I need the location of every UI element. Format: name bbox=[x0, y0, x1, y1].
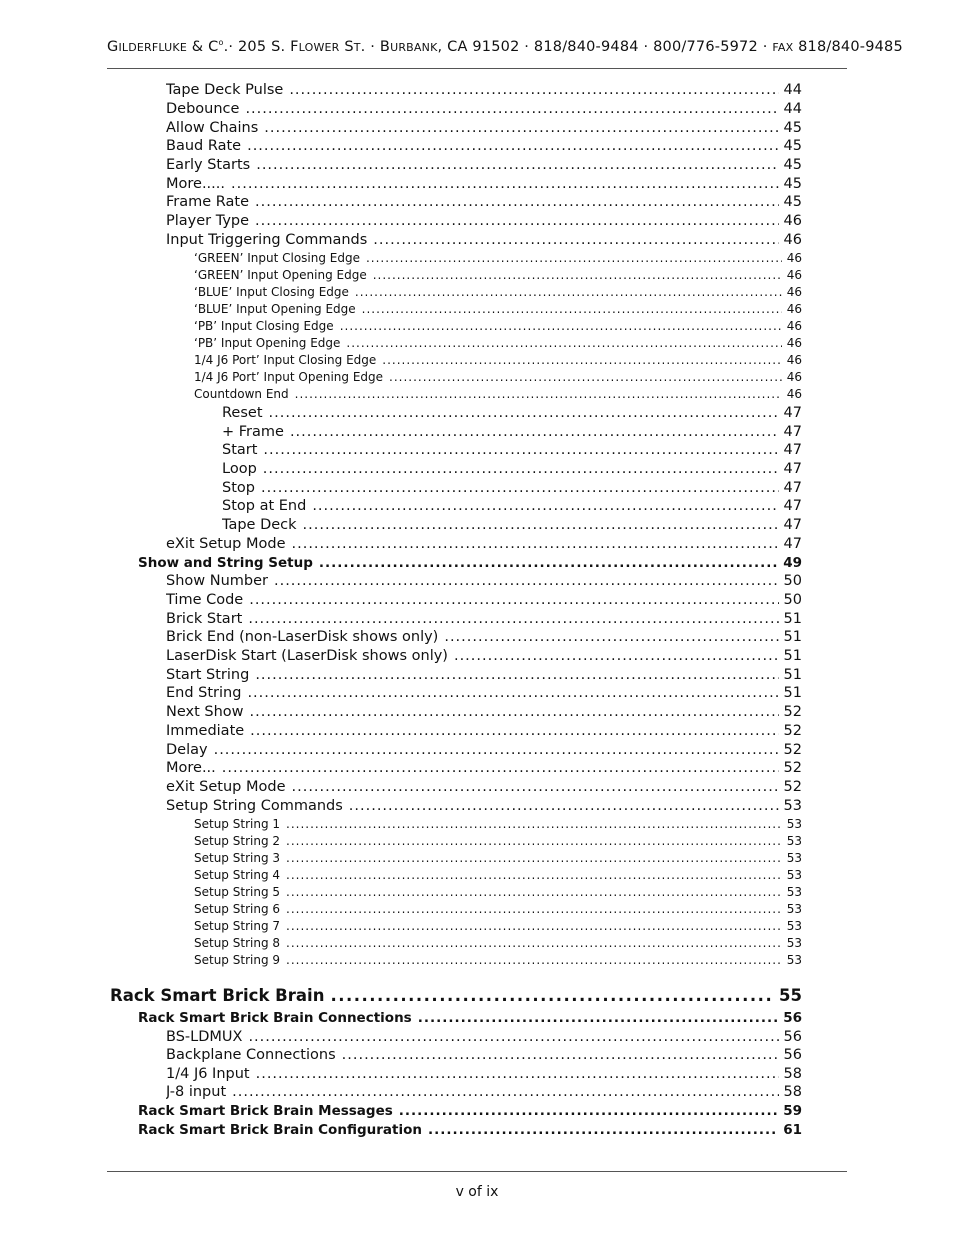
toc-entry-title: Time Code bbox=[166, 592, 244, 608]
toc-entry[interactable] bbox=[222, 441, 802, 460]
toc-entry[interactable] bbox=[194, 867, 802, 884]
toc-dot-leader bbox=[362, 301, 782, 318]
toc-entry[interactable] bbox=[166, 647, 802, 666]
toc-entry-page: 53 bbox=[786, 834, 802, 848]
toc-entry[interactable] bbox=[194, 918, 802, 935]
toc-entry-page: 58 bbox=[783, 1066, 802, 1082]
toc-dot-leader bbox=[249, 591, 778, 610]
toc-entry[interactable] bbox=[166, 156, 802, 175]
header-dot-sep: . · bbox=[360, 38, 380, 55]
header-company-cap: G bbox=[107, 38, 119, 55]
toc-entry-title: Brick Start bbox=[166, 611, 243, 627]
toc-entry-page: 56 bbox=[783, 1047, 802, 1063]
toc-dot-leader bbox=[222, 759, 779, 778]
toc-entry[interactable] bbox=[166, 81, 802, 100]
toc-entry[interactable] bbox=[166, 100, 802, 119]
toc-entry[interactable] bbox=[166, 1046, 802, 1065]
toc-entry-title: Setup String 9 bbox=[194, 953, 281, 967]
toc-dot-leader bbox=[290, 423, 779, 442]
toc-entry-title: + Frame bbox=[222, 424, 284, 440]
toc-entry-page: 47 bbox=[783, 461, 802, 477]
toc-entry-page: 61 bbox=[783, 1122, 802, 1138]
toc-dot-leader bbox=[292, 535, 779, 554]
toc-dot-leader bbox=[232, 1083, 778, 1102]
toc-entry-title: Setup String 7 bbox=[194, 919, 281, 933]
header-sup: o bbox=[218, 38, 224, 47]
toc-entry-title: Rack Smart Brick Brain Messages bbox=[138, 1103, 393, 1119]
toc-entry-title: BS-LDMUX bbox=[166, 1029, 243, 1045]
toc-entry-title: Delay bbox=[166, 742, 208, 758]
toc-dot-leader bbox=[214, 741, 779, 760]
toc-entry-page: 45 bbox=[783, 176, 802, 192]
toc-dot-leader bbox=[286, 816, 782, 833]
toc-entry-title: Show and String Setup bbox=[138, 555, 313, 571]
toc-entry-page: 50 bbox=[783, 573, 802, 589]
toc-dot-leader bbox=[286, 935, 782, 952]
toc-dot-leader bbox=[286, 901, 782, 918]
header-flower-rest: LOWER bbox=[298, 40, 340, 54]
toc-entry-title: ‘BLUE’ Input Closing Edge bbox=[194, 285, 349, 299]
toc-entry-page: 56 bbox=[783, 1029, 802, 1045]
toc-entry[interactable] bbox=[166, 535, 802, 554]
toc-entry-page: 51 bbox=[783, 629, 802, 645]
toc-entry-page: 53 bbox=[786, 902, 802, 916]
toc-entry[interactable] bbox=[194, 884, 802, 901]
toc-entry-page: 53 bbox=[786, 851, 802, 865]
toc-entry-title: Debounce bbox=[166, 101, 240, 117]
header-company-rest: ILDERFLUKE bbox=[118, 40, 187, 54]
toc-entry-title: Show Number bbox=[166, 573, 268, 589]
toc-entry-page: 47 bbox=[783, 480, 802, 496]
toc-entry[interactable] bbox=[166, 778, 802, 797]
toc-entry[interactable] bbox=[166, 119, 802, 138]
header-after-co: .· 205 S. bbox=[223, 38, 291, 55]
toc-entry-title: Setup String 4 bbox=[194, 868, 281, 882]
toc-dot-leader bbox=[269, 404, 779, 423]
toc-entry-title: Countdown End bbox=[194, 387, 289, 401]
toc-entry[interactable] bbox=[194, 284, 802, 301]
toc-entry-title: Allow Chains bbox=[166, 120, 259, 136]
toc-dot-leader bbox=[355, 284, 782, 301]
toc-dot-leader bbox=[255, 666, 778, 685]
toc-dot-leader bbox=[303, 516, 779, 535]
toc-entry[interactable] bbox=[166, 572, 802, 591]
toc-entry[interactable] bbox=[222, 497, 802, 516]
toc-entry-page: 46 bbox=[783, 213, 802, 229]
toc-entry-page: 52 bbox=[783, 723, 802, 739]
header-st-cap: S bbox=[339, 38, 354, 55]
page-number: v of ix bbox=[455, 1184, 499, 1200]
toc-entry-title: ‘BLUE’ Input Opening Edge bbox=[194, 302, 356, 316]
toc-entry[interactable] bbox=[138, 1102, 802, 1121]
toc-entry[interactable] bbox=[166, 610, 802, 629]
toc-dot-leader bbox=[250, 703, 779, 722]
toc-entry-title: Next Show bbox=[166, 704, 244, 720]
toc-entry[interactable] bbox=[194, 386, 802, 403]
toc-entry-page: 45 bbox=[783, 138, 802, 154]
toc-dot-leader bbox=[248, 610, 778, 629]
toc-entry-page: 59 bbox=[783, 1103, 802, 1119]
toc-dot-leader bbox=[289, 81, 778, 100]
toc-entry[interactable] bbox=[222, 516, 802, 535]
toc-dot-leader bbox=[399, 1102, 778, 1121]
toc-entry-page: 45 bbox=[783, 194, 802, 210]
toc-entry[interactable] bbox=[166, 797, 802, 816]
toc-entry-page: 47 bbox=[783, 498, 802, 514]
toc-entry-page: 44 bbox=[783, 101, 802, 117]
toc-entry-page: 52 bbox=[783, 704, 802, 720]
toc-dot-leader bbox=[250, 722, 778, 741]
toc-entry-title: Tape Deck Pulse bbox=[166, 82, 284, 98]
toc-entry-page: 52 bbox=[783, 742, 802, 758]
toc-entry-title: End String bbox=[166, 685, 242, 701]
toc-entry[interactable] bbox=[194, 335, 802, 352]
toc-dot-leader bbox=[264, 119, 778, 138]
footer-divider bbox=[107, 1171, 847, 1172]
toc-entry-page: 52 bbox=[783, 779, 802, 795]
toc-dot-leader bbox=[418, 1009, 778, 1028]
toc-entry-title: Start String bbox=[166, 667, 250, 683]
toc-entry-title: Stop bbox=[222, 480, 255, 496]
toc-entry-title: LaserDisk Start (LaserDisk shows only) bbox=[166, 648, 448, 664]
toc-entry[interactable] bbox=[166, 1028, 802, 1047]
toc-entry-title: J-8 input bbox=[166, 1084, 227, 1100]
toc-entry-page: 47 bbox=[783, 442, 802, 458]
toc-entry[interactable] bbox=[138, 554, 802, 573]
toc-dot-leader bbox=[286, 833, 782, 850]
toc-entry[interactable] bbox=[222, 460, 802, 479]
toc-entry-title: 1/4 J6 Input bbox=[166, 1066, 250, 1082]
toc-entry[interactable] bbox=[194, 833, 802, 850]
toc-dot-leader bbox=[245, 100, 778, 119]
toc-dot-leader bbox=[340, 318, 782, 335]
toc-dot-leader bbox=[247, 137, 778, 156]
toc-dot-leader bbox=[319, 554, 778, 573]
toc-entry-title: Backplane Connections bbox=[166, 1047, 336, 1063]
toc-entry[interactable] bbox=[194, 935, 802, 952]
toc-entry-title: ‘GREEN’ Input Closing Edge bbox=[194, 251, 360, 265]
toc-entry[interactable] bbox=[166, 137, 802, 156]
toc-entry[interactable] bbox=[194, 352, 802, 369]
toc-entry-page: 51 bbox=[783, 667, 802, 683]
toc-entry-page: 53 bbox=[786, 817, 802, 831]
toc-entry[interactable] bbox=[194, 952, 802, 969]
toc-entry[interactable] bbox=[166, 591, 802, 610]
toc-dot-leader bbox=[286, 867, 782, 884]
header-burbank-rest: URBANK bbox=[390, 40, 438, 54]
toc-entry-title: eXit Setup Mode bbox=[166, 779, 286, 795]
toc-dot-leader bbox=[330, 985, 774, 1007]
toc-entry[interactable] bbox=[166, 703, 802, 722]
toc-entry[interactable] bbox=[222, 423, 802, 442]
toc-entry-page: 53 bbox=[786, 953, 802, 967]
toc-entry[interactable] bbox=[138, 1121, 802, 1140]
toc-dot-leader bbox=[255, 212, 779, 231]
toc-dot-leader bbox=[373, 267, 782, 284]
toc-entry-title: Immediate bbox=[166, 723, 245, 739]
toc-entry[interactable] bbox=[166, 212, 802, 231]
toc-entry[interactable] bbox=[110, 985, 802, 1007]
toc-entry[interactable] bbox=[138, 1009, 802, 1028]
toc-dot-leader bbox=[286, 918, 782, 935]
header-fax-label: FAX bbox=[772, 40, 794, 54]
toc-entry-title: 1/4 J6 Port’ Input Opening Edge bbox=[194, 370, 384, 384]
toc-entry[interactable] bbox=[222, 479, 802, 498]
toc-entry-title: More... bbox=[166, 760, 216, 776]
toc-entry-page: 44 bbox=[783, 82, 802, 98]
toc-dot-leader bbox=[286, 884, 782, 901]
toc-dot-leader bbox=[263, 441, 778, 460]
toc-entry-page: 53 bbox=[786, 936, 802, 950]
toc-dot-leader bbox=[274, 572, 779, 591]
toc-dot-leader bbox=[342, 1046, 779, 1065]
toc-entry-page: 46 bbox=[786, 268, 802, 282]
toc-entry-title: Reset bbox=[222, 405, 263, 421]
toc-entry-title: Start bbox=[222, 442, 258, 458]
toc-entry[interactable] bbox=[222, 404, 802, 423]
toc-dot-leader bbox=[256, 156, 778, 175]
toc-entry-page: 53 bbox=[786, 885, 802, 899]
toc-dot-leader bbox=[444, 628, 778, 647]
toc-entry-title: ‘PB’ Input Closing Edge bbox=[194, 319, 334, 333]
header-flower-cap: F bbox=[290, 38, 299, 55]
toc-entry-page: 49 bbox=[783, 555, 802, 571]
toc-entry-title: Rack Smart Brick Brain Configuration bbox=[138, 1122, 422, 1138]
toc-dot-leader bbox=[454, 647, 779, 666]
toc-dot-leader bbox=[286, 952, 782, 969]
toc-entry-title: Setup String 5 bbox=[194, 885, 281, 899]
toc-entry[interactable] bbox=[166, 1065, 802, 1084]
header-st-rest: T bbox=[353, 40, 361, 54]
toc-entry-page: 46 bbox=[786, 370, 802, 384]
toc-entry[interactable] bbox=[166, 628, 802, 647]
toc-entry-page: 46 bbox=[786, 302, 802, 316]
toc-entry-page: 46 bbox=[783, 232, 802, 248]
toc-dot-leader bbox=[428, 1121, 778, 1140]
toc-entry[interactable] bbox=[194, 901, 802, 918]
toc-entry[interactable] bbox=[194, 850, 802, 867]
toc-entry-title: Player Type bbox=[166, 213, 250, 229]
toc-entry-page: 51 bbox=[783, 648, 802, 664]
toc-entry-title: ‘PB’ Input Opening Edge bbox=[194, 336, 341, 350]
toc-dot-leader bbox=[263, 460, 779, 479]
toc-entry-title: Baud Rate bbox=[166, 138, 242, 154]
header-burbank-cap: B bbox=[379, 38, 391, 55]
toc-entry-title: Input Triggering Commands bbox=[166, 232, 368, 248]
toc-entry[interactable] bbox=[194, 369, 802, 386]
toc-entry-title: Early Starts bbox=[166, 157, 251, 173]
toc-entry-page: 58 bbox=[783, 1084, 802, 1100]
toc-entry-title: Tape Deck bbox=[222, 517, 297, 533]
toc-entry-page: 46 bbox=[786, 353, 802, 367]
toc-entry-title: Loop bbox=[222, 461, 257, 477]
toc-entry-page: 56 bbox=[783, 1010, 802, 1026]
toc-entry[interactable] bbox=[194, 318, 802, 335]
toc-entry-page: 52 bbox=[783, 760, 802, 776]
toc-entry-title: eXit Setup Mode bbox=[166, 536, 286, 552]
header-amp: & C bbox=[187, 38, 219, 55]
toc-dot-leader bbox=[248, 1028, 778, 1047]
toc-entry-page: 46 bbox=[786, 319, 802, 333]
header-fax-number: 818/840-9485 bbox=[793, 38, 903, 55]
toc-entry-title: Frame Rate bbox=[166, 194, 250, 210]
toc-entry[interactable] bbox=[166, 666, 802, 685]
toc-entry-title: Brick End (non-LaserDisk shows only) bbox=[166, 629, 439, 645]
toc-dot-leader bbox=[255, 193, 779, 212]
toc-entry-page: 53 bbox=[786, 919, 802, 933]
toc-entry-page: 47 bbox=[783, 405, 802, 421]
toc-dot-leader bbox=[247, 684, 778, 703]
toc-entry-title: More..... bbox=[166, 176, 225, 192]
toc-entry-page: 53 bbox=[783, 798, 802, 814]
toc-entry[interactable] bbox=[166, 193, 802, 212]
toc-entry[interactable] bbox=[194, 816, 802, 833]
toc-entry-page: 47 bbox=[783, 517, 802, 533]
toc-entry-page: 47 bbox=[783, 424, 802, 440]
toc-entry-page: 46 bbox=[786, 285, 802, 299]
toc-dot-leader bbox=[312, 497, 778, 516]
toc-entry-page: 55 bbox=[779, 986, 802, 1005]
toc-entry[interactable] bbox=[166, 759, 802, 778]
toc-dot-leader bbox=[349, 797, 779, 816]
toc-entry-title: Rack Smart Brick Brain bbox=[110, 986, 325, 1005]
toc-entry-page: 50 bbox=[783, 592, 802, 608]
toc-entry-title: Setup String 6 bbox=[194, 902, 281, 916]
toc-entry[interactable] bbox=[166, 684, 802, 703]
toc-entry[interactable] bbox=[194, 267, 802, 284]
toc-entry-page: 53 bbox=[786, 868, 802, 882]
toc-entry[interactable] bbox=[166, 1083, 802, 1102]
toc-dot-leader bbox=[261, 479, 779, 498]
toc-entry-page: 45 bbox=[783, 157, 802, 173]
toc-entry-page: 46 bbox=[786, 251, 802, 265]
toc-entry[interactable] bbox=[166, 722, 802, 741]
toc-entry[interactable] bbox=[194, 301, 802, 318]
toc-entry-page: 46 bbox=[786, 336, 802, 350]
toc-dot-leader bbox=[286, 850, 782, 867]
toc-entry-title: Setup String 8 bbox=[194, 936, 281, 950]
toc-dot-leader bbox=[389, 369, 782, 386]
toc-entry-title: 1/4 J6 Port’ Input Closing Edge bbox=[194, 353, 377, 367]
toc-entry-page: 47 bbox=[783, 536, 802, 552]
toc-entry-title: Stop at End bbox=[222, 498, 307, 514]
toc-entry-title: Setup String 1 bbox=[194, 817, 281, 831]
toc-entry-page: 46 bbox=[786, 387, 802, 401]
toc-entry-title: Setup String 3 bbox=[194, 851, 281, 865]
header-address-tail: , CA 91502 · 818/840-9484 · 800/776-5972 · bbox=[437, 38, 773, 55]
toc-entry-title: Setup String Commands bbox=[166, 798, 343, 814]
toc-dot-leader bbox=[382, 352, 781, 369]
toc-dot-leader bbox=[292, 778, 779, 797]
toc-entry-page: 45 bbox=[783, 120, 802, 136]
toc-dot-leader bbox=[231, 175, 779, 194]
toc-dot-leader bbox=[366, 250, 782, 267]
toc-entry-page: 51 bbox=[783, 685, 802, 701]
toc-entry-title: ‘GREEN’ Input Opening Edge bbox=[194, 268, 367, 282]
toc-entry-title: Rack Smart Brick Brain Connections bbox=[138, 1010, 412, 1026]
toc-entry[interactable] bbox=[194, 250, 802, 267]
toc-dot-leader bbox=[346, 335, 781, 352]
toc-dot-leader bbox=[373, 231, 778, 250]
toc-entry[interactable] bbox=[166, 741, 802, 760]
toc-entry-page: 51 bbox=[783, 611, 802, 627]
toc-dot-leader bbox=[256, 1065, 779, 1084]
toc-entry-title: Setup String 2 bbox=[194, 834, 281, 848]
toc-entry[interactable] bbox=[166, 231, 802, 250]
toc-entry[interactable] bbox=[166, 175, 802, 194]
toc-dot-leader bbox=[295, 386, 782, 403]
